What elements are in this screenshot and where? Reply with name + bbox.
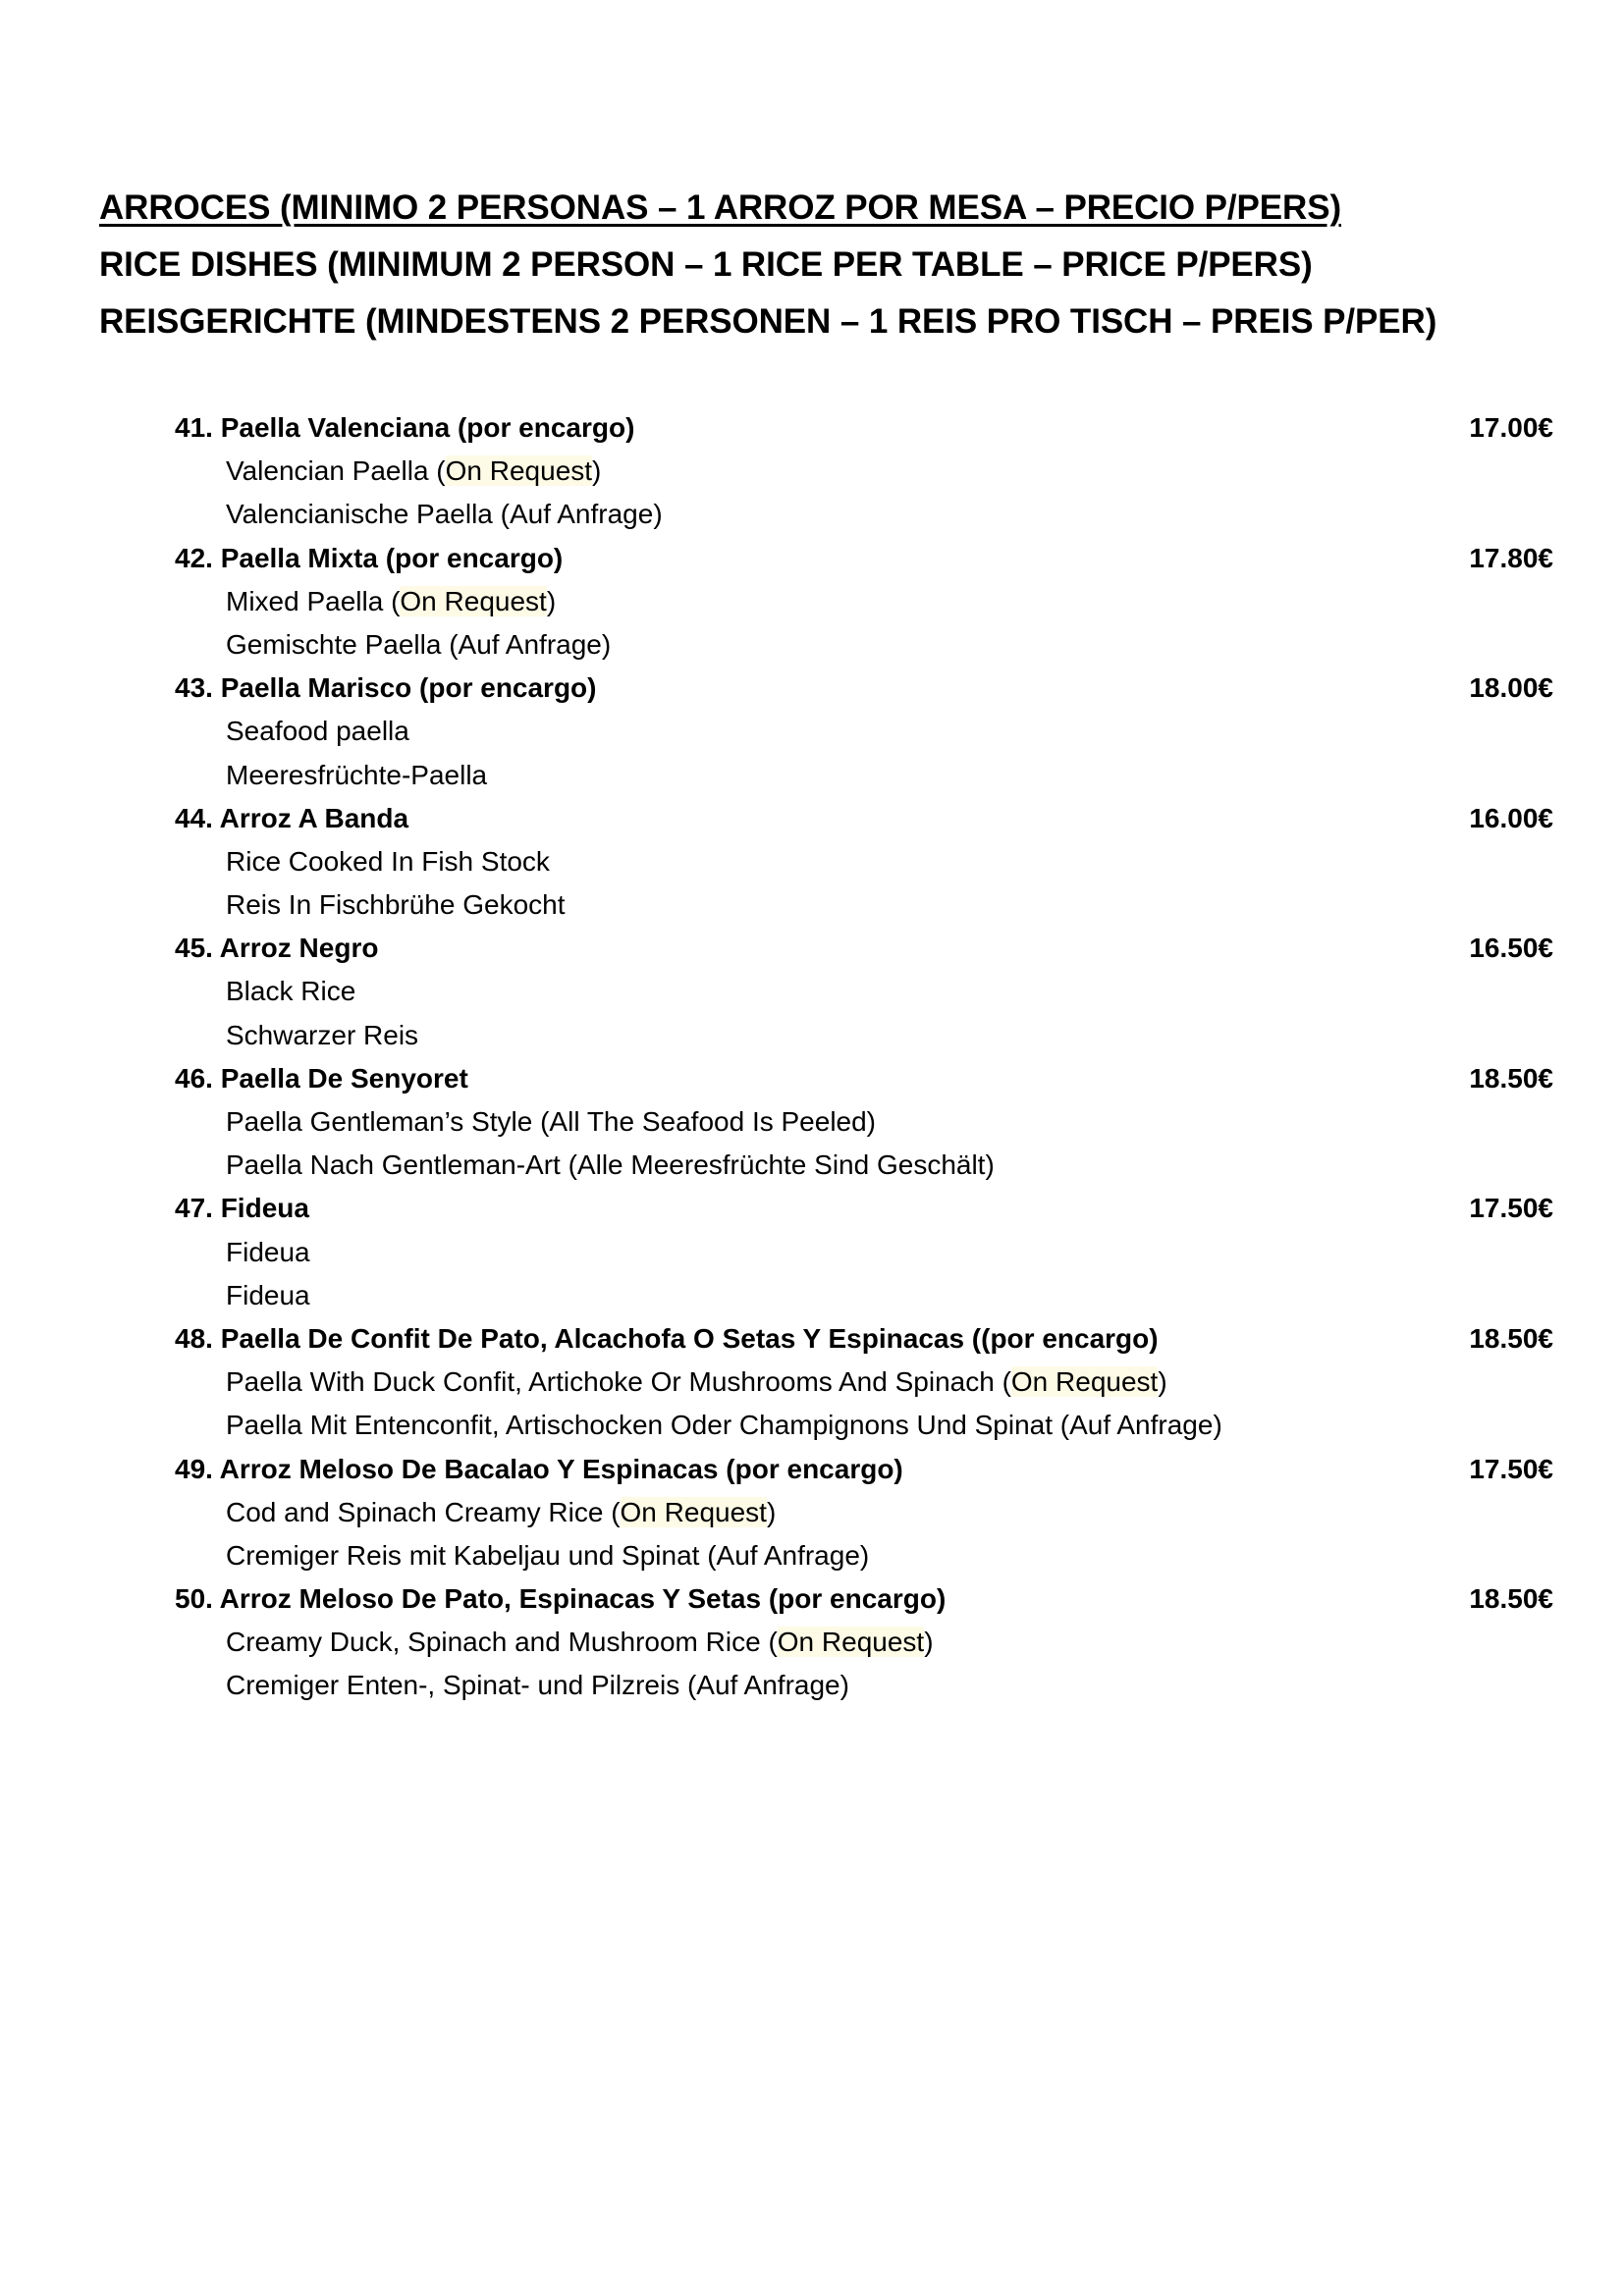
dish-price: 18.50€ [1469,1062,1553,1094]
dish-english: Valencian Paella (On Request) [226,455,602,487]
dish-german: Reis In Fischbrühe Gekocht [226,889,566,921]
dish-price: 17.50€ [1469,1193,1553,1224]
menu-item-43 [175,667,1553,797]
dish-price: 18.50€ [1469,1583,1553,1615]
heading-german: REISGERICHTE (MINDESTENS 2 PERSONEN – 1 REIS PRO TISCH – PREIS P/PER) [99,302,1437,341]
dish-price: 17.80€ [1469,542,1553,573]
menu-item-42 [175,537,1553,667]
menu-item-47 [175,1187,1553,1317]
dish-german: Meeresfrüchte-Paella [226,759,488,790]
dish-price: 17.50€ [1469,1453,1553,1484]
heading-spanish: ARROCES (MINIMO 2 PERSONAS – 1 ARROZ POR MESA – PRECIO P/PERS) [99,188,1342,227]
dish-price: 16.00€ [1469,802,1553,833]
menu-item-50 [175,1577,1553,1708]
dish-english: Fideua [226,1236,310,1267]
on-request-highlight: On Request [1010,1366,1159,1398]
dish-price: 18.00€ [1469,672,1553,704]
dish-german: Schwarzer Reis [226,1019,419,1050]
dish-price: 16.50€ [1469,933,1553,964]
dish-name: 41. Paella Valenciana (por encargo) 17.00€ [175,406,1553,450]
dish-english: Seafood paella [226,716,409,747]
dish-german: Valencianische Paella (Auf Anfrage) [226,499,663,530]
menu-item-45 [175,927,1553,1057]
dish-name: 44. Arroz A Banda 16.00€ [175,797,1553,840]
dish-name: 48. Paella De Confit De Pato, Alcachofa O Setas Y Espinacas ((por encargo) 18.50€ [175,1317,1553,1361]
on-request-highlight: On Request [777,1627,925,1658]
dish-german: Fideua [226,1279,310,1310]
dish-name: 43. Paella Marisco (por encargo) 18.00€ [175,667,1553,710]
on-request-highlight: On Request [445,455,593,487]
dish-german: Cremiger Enten-, Spinat- und Pilzreis (Auf Anfrage) [226,1670,849,1701]
dish-english: Rice Cooked In Fish Stock [226,845,550,877]
on-request-highlight: On Request [400,585,547,616]
dish-german: Cremiger Reis mit Kabeljau und Spinat (Auf Anfrage) [226,1539,870,1571]
menu-item-49 [175,1448,1553,1578]
menu-item-46 [175,1057,1553,1188]
dish-price: 18.50€ [1469,1322,1553,1354]
dish-english: Paella With Duck Confit, Artichoke Or Mushrooms And Spinach (On Request) [226,1366,1167,1398]
dish-price: 17.00€ [1469,412,1553,443]
heading-english: RICE DISHES (MINIMUM 2 PERSON – 1 RICE PER TABLE – PRICE P/PERS) [99,245,1313,284]
dish-english: Creamy Duck, Spinach and Mushroom Rice (On Request) [226,1627,934,1658]
menu-item-44 [175,797,1553,928]
dish-english: Cod and Spinach Creamy Rice (On Request) [226,1496,777,1527]
dish-english: Mixed Paella (On Request) [226,585,557,616]
dish-name: 47. Fideua 17.50€ [175,1187,1553,1230]
dish-german: Paella Mit Entenconfit, Artischocken Oder Champignons Und Spinat (Auf Anfrage) [226,1410,1222,1441]
dish-name: 42. Paella Mixta (por encargo) 17.80€ [175,537,1553,580]
dish-name: 45. Arroz Negro 16.50€ [175,927,1553,970]
on-request-highlight: On Request [620,1496,767,1527]
menu-item-41 [175,406,1553,537]
dish-name: 46. Paella De Senyoret 18.50€ [175,1057,1553,1100]
section-heading [99,180,1552,350]
dish-name: 49. Arroz Meloso De Bacalao Y Espinacas (por encargo) 17.50€ [175,1448,1553,1491]
rice-dishes-list [175,406,1553,1708]
dish-english: Paella Gentleman’s Style (All The Seafood Is Peeled) [226,1106,877,1137]
dish-german: Gemischte Paella (Auf Anfrage) [226,628,612,660]
dish-german: Paella Nach Gentleman-Art (Alle Meeresfrüchte Sind Geschält) [226,1149,995,1181]
dish-english: Black Rice [226,976,356,1007]
menu-item-48 [175,1317,1553,1448]
dish-name: 50. Arroz Meloso De Pato, Espinacas Y Setas (por encargo) 18.50€ [175,1577,1553,1621]
